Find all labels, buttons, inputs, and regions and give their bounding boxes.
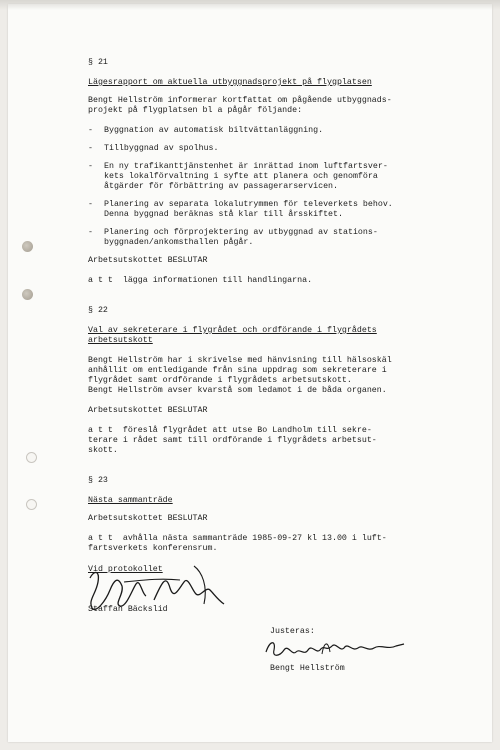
list-item: - Planering och förprojektering av utbyggnad av stations- byggnaden/ankomsthallen pågår. bbox=[88, 228, 378, 247]
section-21-decision: a t t lägga informationen till handlingarna. bbox=[88, 276, 313, 285]
section-23-decision-label: Arbetsutskottet BESLUTAR bbox=[88, 514, 208, 523]
secretary-name: Staffan Bäckslid bbox=[88, 605, 168, 614]
section-21-intro: Bengt Hellström informerar kortfattat om pågående utbyggnads- projekt på flygplatsen bl a pågår följande: bbox=[88, 96, 392, 115]
section-21-title: Lägesrapport om aktuella utbyggnadsprojekt på flygplatsen bbox=[88, 78, 372, 87]
list-item: - Planering av separata lokalutrymmen för televerkets behov. Denna byggnad beräknas stå klar till årsskiftet. bbox=[88, 200, 393, 219]
page-shadow bbox=[0, 0, 500, 10]
punch-hole-ring bbox=[26, 499, 37, 510]
section-21-decision-label: Arbetsutskottet BESLUTAR bbox=[88, 256, 208, 265]
list-item: - En ny trafikanttjänstenhet är inrättad inom luftfartsver- kets lokalförvaltning i syfte att planera och genomföra åtgärder för förbättring av passagerarservicen. bbox=[88, 162, 388, 191]
signoff-label: Vid protokollet bbox=[88, 565, 163, 574]
adjusted-label: Justeras: bbox=[270, 627, 315, 636]
section-23-title: Nästa sammanträde bbox=[88, 496, 173, 505]
section-21-heading: § 21 bbox=[88, 58, 108, 67]
section-21-list bbox=[88, 126, 448, 248]
section-22-decision-label: Arbetsutskottet BESLUTAR bbox=[88, 406, 208, 415]
section-23-decision: a t t avhålla nästa sammanträde 1985-09-27 kl 13.00 i luft- fartsverkets konferensrum. bbox=[88, 534, 387, 553]
list-item: - Byggnation av automatisk biltvättanläggning. bbox=[88, 126, 324, 135]
section-22-body: Bengt Hellström har i skrivelse med hänvisning till hälsoskäl anhållit om entledigande från sina uppdrag som sekreterare i flygrådet samt ordförande i flygrådets arbetsutskott. Bengt Hellström avser kvarstå som ledamot i de båda organen. bbox=[88, 356, 392, 395]
section-22-title: Val av sekreterare i flygrådet och ordförande i flygrådets arbetsutskott bbox=[88, 326, 377, 345]
section-22-heading: § 22 bbox=[88, 306, 108, 315]
adjuster-signature bbox=[262, 632, 412, 664]
punch-hole-ring bbox=[26, 452, 37, 463]
punch-hole bbox=[22, 241, 33, 252]
list-item: - Tillbyggnad av spolhus. bbox=[88, 144, 219, 153]
punch-hole bbox=[22, 289, 33, 300]
section-23-heading: § 23 bbox=[88, 476, 108, 485]
section-22-decision: a t t föreslå flygrådet att utse Bo Landholm till sekre- terare i rådet samt till ordförande i flygrådets arbetsut- skott. bbox=[88, 426, 377, 455]
adjuster-name: Bengt Hellström bbox=[270, 664, 345, 673]
minutes-body bbox=[88, 58, 448, 554]
